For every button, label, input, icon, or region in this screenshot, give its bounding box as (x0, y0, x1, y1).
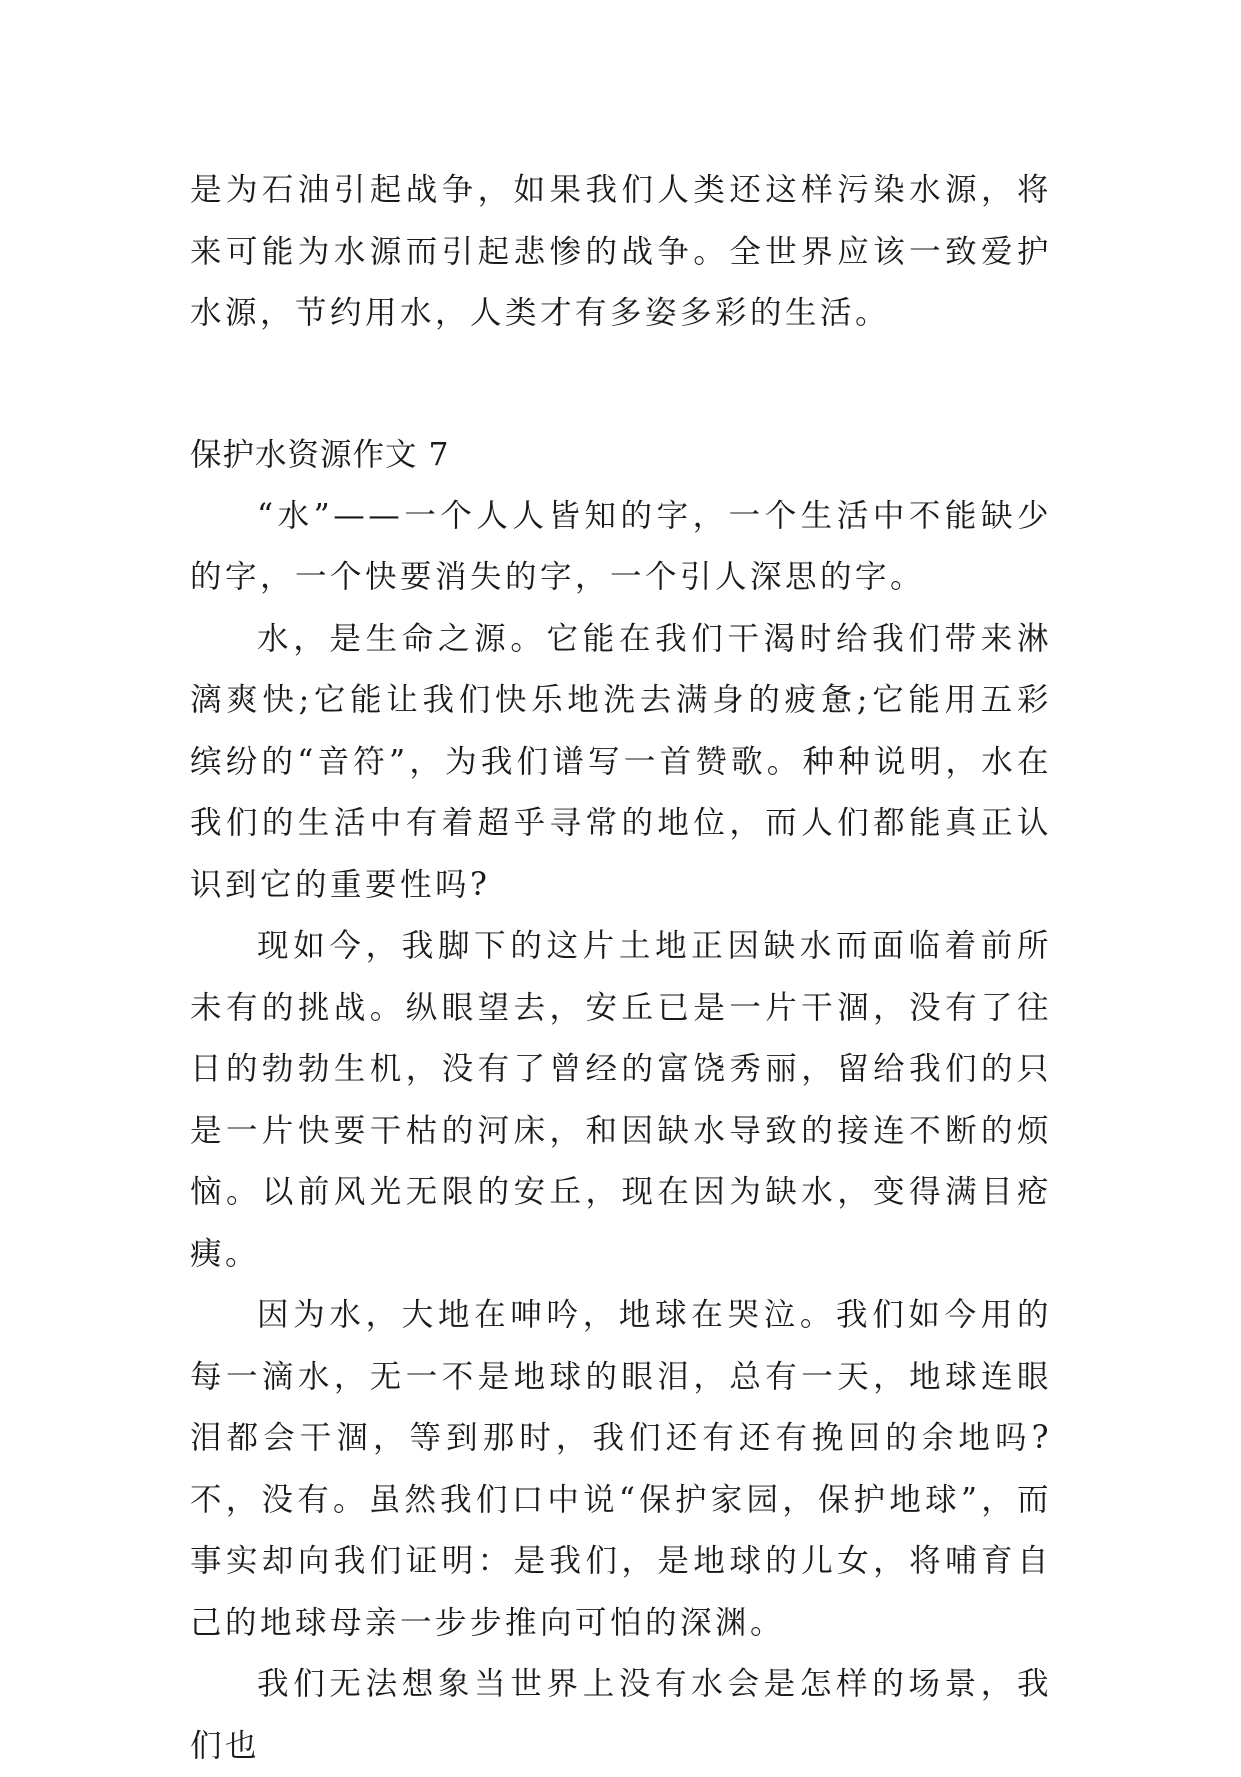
body-paragraph: 因为水，大地在呻吟，地球在哭泣。我们如今用的每一滴水，无一不是地球的眼泪，总有一天，地球连眼泪都会干涸，等到那时，我们还有还有挽回的余地吗?不，没有。虽然我们口中说“保护家园，保护地球”，而事实却向我们证明：是我们，是地球的儿女，将哺育自己的地球母亲一步步推向可怕的深渊。 (190, 1297, 1052, 1641)
body-paragraph: 水，是生命之源。它能在我们干渴时给我们带来淋漓爽快;它能让我们快乐地洗去满身的疲惫;它能用五彩缤纷的“音符”，为我们谱写一首赞歌。种种说明，水在我们的生活中有着超乎寻常的地位，而人们都能真正认识到它的重要性吗? (190, 620, 1052, 903)
body-paragraph: 我们无法想象当世界上没有水会是怎样的场景，我们也 (190, 1666, 1052, 1764)
section-title: 保护水资源作文 7 (190, 436, 450, 473)
intro-paragraph: 是为石油引起战争，如果我们人类还这样污染水源，将来可能为水源而引起悲惨的战争。全世界应该一致爱护水源，节约用水，人类才有多姿多彩的生活。 (190, 172, 1052, 331)
body-paragraph: “水”——一个人人皆知的字，一个生活中不能缺少的字，一个快要消失的字，一个引人深思的字。 (190, 497, 1052, 595)
body-paragraph: 现如今，我脚下的这片土地正因缺水而面临着前所未有的挑战。纵眼望去，安丘已是一片干涸，没有了往日的勃勃生机，没有了曾经的富饶秀丽，留给我们的只是一片快要干枯的河床，和因缺水导致的接连不断的烦恼。以前风光无限的安丘，现在因为缺水，变得满目疮痍。 (190, 928, 1052, 1272)
document-body (190, 160, 1052, 1777)
